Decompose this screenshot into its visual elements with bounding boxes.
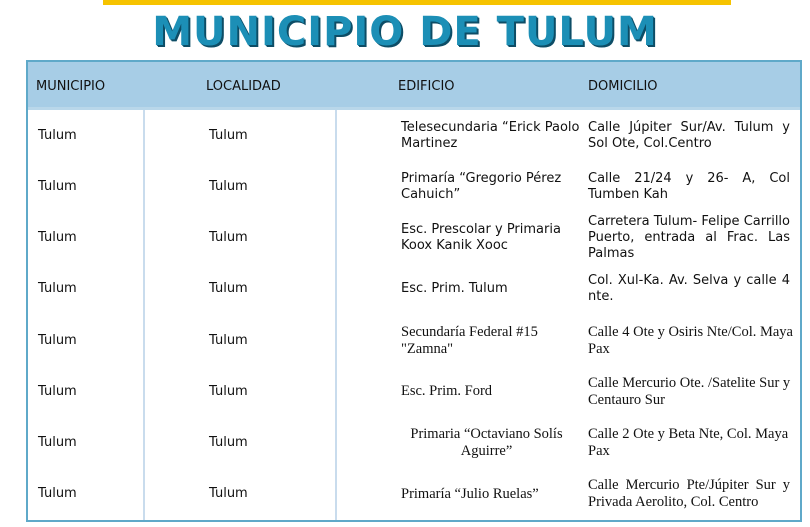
schools-table — [28, 62, 801, 520]
column-header-localidad: LOCALIDAD — [144, 62, 336, 110]
top-accent-bar — [103, 0, 731, 5]
cell-domicilio: Calle 2 Ote y Beta Nte, Col. Maya Pax — [588, 426, 789, 460]
cell-municipio: Tulum — [28, 469, 144, 520]
table-row — [28, 213, 800, 264]
cell-edificio: Esc. Prim. Ford — [401, 383, 493, 400]
cell-localidad: Tulum — [144, 366, 336, 417]
cell-localidad: Tulum — [144, 213, 336, 264]
table-row — [28, 110, 800, 161]
cell-domicilio: Col. Xul-Ka. Av. Selva y calle 4 nte. — [588, 273, 790, 305]
cell-municipio: Tulum — [28, 213, 144, 264]
cell-municipio: Tulum — [28, 366, 144, 417]
column-header-edificio: EDIFICIO — [336, 62, 580, 110]
cell-localidad: Tulum — [144, 469, 336, 520]
cell-municipio: Tulum — [28, 418, 144, 469]
cell-localidad: Tulum — [144, 264, 336, 315]
cell-municipio: Tulum — [28, 264, 144, 315]
table-row — [28, 161, 800, 212]
table-row — [28, 469, 800, 520]
cell-localidad: Tulum — [144, 315, 336, 366]
cell-edificio: Secundaría Federal #15 "Zamna" — [401, 323, 538, 357]
cell-edificio: Telesecundaria “Erick Paolo Martinez — [401, 119, 580, 151]
table-row — [28, 418, 800, 469]
cell-municipio: Tulum — [28, 315, 144, 366]
cell-domicilio: Calle Júpiter Sur/Av. Tulum y Sol Ote, Col.Centro — [588, 119, 790, 151]
table-row — [28, 366, 800, 417]
table-row — [28, 264, 800, 315]
cell-localidad: Tulum — [144, 110, 336, 161]
cell-edificio: Esc. Prim. Tulum — [401, 281, 508, 297]
cell-localidad: Tulum — [144, 418, 336, 469]
table-row — [28, 315, 800, 366]
schools-table-container — [26, 60, 802, 522]
table-header-row — [28, 62, 800, 110]
cell-domicilio: Carretera Tulum- Felipe Carrillo Puerto, entrada al Frac. Las Palmas — [588, 214, 790, 262]
cell-domicilio: Calle 21/24 y 26- A, Col Tumben Kah — [588, 170, 790, 202]
cell-edificio: Primaría “Julio Ruelas” — [401, 485, 539, 502]
cell-edificio: Primaría “Gregorio Pérez Cahuich” — [401, 170, 562, 202]
column-header-domicilio: DOMICILIO — [580, 62, 800, 110]
cell-edificio: Primaria “Octaviano Solís Aguirre” — [410, 426, 563, 460]
cell-domicilio: Calle Mercurio Pte/Júpiter Sur y Privada Aerolito, Col. Centro — [588, 477, 790, 511]
cell-domicilio: Calle 4 Ote y Osiris Nte/Col. Maya Pax — [588, 323, 793, 357]
cell-municipio: Tulum — [28, 161, 144, 212]
column-header-municipio: MUNICIPIO — [28, 62, 144, 110]
page-title: MUNICIPIO DE TULUM — [152, 9, 658, 55]
cell-edificio: Esc. Prescolar y Primaria Koox Kanik Xooc — [401, 222, 561, 254]
cell-domicilio: Calle Mercurio Ote. /Satelite Sur y Centauro Sur — [588, 374, 791, 408]
cell-localidad: Tulum — [144, 161, 336, 212]
cell-municipio: Tulum — [28, 110, 144, 161]
